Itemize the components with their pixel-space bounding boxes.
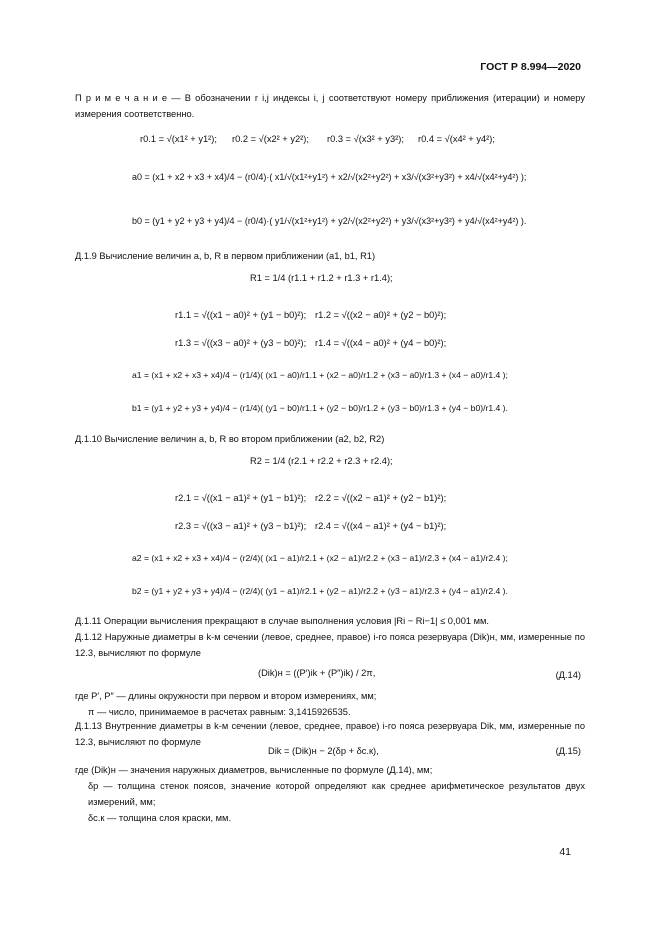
equation-r2-4: r2.4 = √((x4 − a1)² + (y4 − b1)²);: [315, 521, 447, 531]
equation-r02: r0.2 = √(x2² + y2²);: [232, 134, 309, 144]
equation-r1-2: r1.2 = √((x2 − a0)² + (y2 − b0)²);: [315, 310, 447, 320]
pi-definition: π — число, принимаемое в расчетах равным: 3,1415926535.: [88, 707, 351, 717]
equation-r01: r0.1 = √(x1² + y1²);: [140, 134, 217, 144]
paragraph-d1-12: Д.1.12 Наружные диаметры в k-м сечении (левое, среднее, правое) i-го пояса резервуара (Dik)н, мм, измеренные по 12.3, вычисляют по формуле: [75, 632, 585, 658]
paragraph-d1-13: Д.1.13 Внутренние диаметры в k-м сечении (левое, среднее, правое) i-го пояса резервуара Dik, мм, измеренные по 12.3, вычисляют по формуле: [75, 721, 585, 747]
equation-d15: Dik = (Dik)н − 2(δp + δс.к),: [268, 746, 379, 756]
delta-p-definition: δp — толщина стенок поясов, значение которой определяют как среднее арифметическое результатов двух измерений, мм;: [88, 781, 585, 807]
equation-r04: r0.4 = √(x4² + y4²);: [418, 134, 495, 144]
note-text: П р и м е ч а н и е — В обозначении r i,j индексы i, j соответствуют номеру приближения (итерации) и номеру измерения соответственно.: [75, 93, 585, 119]
page-number: 41: [559, 846, 571, 858]
equation-number-d15: (Д.15): [555, 746, 581, 756]
equation-r1-1: r1.1 = √((x1 − a0)² + (y1 − b0)²);: [175, 310, 307, 320]
delta-ck-definition: δс.к — толщина слоя краски, мм.: [88, 813, 232, 823]
equation-r1-4: r1.4 = √((x4 − a0)² + (y4 − b0)²);: [315, 338, 447, 348]
document-header: ГОСТ Р 8.994—2020: [480, 61, 581, 73]
where-d-definitions: где (Dik)н — значения наружных диаметров, вычисленные по формуле (Д.14), мм;: [75, 765, 433, 775]
section-d1-9: Д.1.9 Вычисление величин a, b, R в первом приближении (a1, b1, R1): [75, 251, 376, 261]
equation-number-d14: (Д.14): [555, 670, 581, 680]
equation-d14: (Dik)н = ((P′)ik + (P″)ik) / 2π,: [258, 668, 376, 678]
paragraph-d1-11: Д.1.11 Операции вычисления прекращают в случае выполнения условия |Ri − Ri−1| ≤ 0,001 мм.: [75, 616, 490, 626]
equation-r2-3: r2.3 = √((x3 − a1)² + (y3 − b1)²);: [175, 521, 307, 531]
equation-b0: b0 = (y1 + y2 + y3 + y4)/4 − (r0/4)·( y1/√(x1²+y1²) + y2/√(x2²+y2²) + y3/√(x3²+y3²) + y4/√(x4²+y4²) ).: [132, 216, 527, 226]
section-d1-10: Д.1.10 Вычисление величин a, b, R во втором приближении (a2, b2, R2): [75, 434, 385, 444]
where-p-definitions: где P′, P″ — длины окружности при первом и втором измерениях, мм;: [75, 691, 377, 701]
equation-r2-1: r2.1 = √((x1 − a1)² + (y1 − b1)²);: [175, 493, 307, 503]
equation-a2: a2 = (x1 + x2 + x3 + x4)/4 − (r2/4)( (x1 − a1)/r2.1 + (x2 − a1)/r2.2 + (x3 − a1)/r2.3 + (x4 − a1)/r2.4 );: [132, 553, 508, 563]
equation-b2: b2 = (y1 + y2 + y3 + y4)/4 − (r2/4)( (y1 − a1)/r2.1 + (y2 − a1)/r2.2 + (y3 − a1)/r2.3 + (y4 − a1)/r2.4 ).: [132, 586, 508, 596]
equation-r1-3: r1.3 = √((x3 − a0)² + (y3 − b0)²);: [175, 338, 307, 348]
equation-b1: b1 = (y1 + y2 + y3 + y4)/4 − (r1/4)( (y1 − b0)/r1.1 + (y2 − b0)/r1.2 + (y3 − b0)/r1.3 + (y4 − b0)/r1.4 ).: [132, 403, 508, 413]
equation-a1: a1 = (x1 + x2 + x3 + x4)/4 − (r1/4)( (x1 − a0)/r1.1 + (x2 − a0)/r1.2 + (x3 − a0)/r1.3 + (x4 − a0)/r1.4 );: [132, 370, 508, 380]
equation-r03: r0.3 = √(x3² + y3²);: [327, 134, 404, 144]
equation-r2-2: r2.2 = √((x2 − a1)² + (y2 − b1)²);: [315, 493, 447, 503]
equation-a0: a0 = (x1 + x2 + x3 + x4)/4 − (r0/4)·( x1/√(x1²+y1²) + x2/√(x2²+y2²) + x3/√(x3²+y3²) + x4/√(x4²+y4²) );: [132, 172, 527, 182]
equation-R1: R1 = 1/4 (r1.1 + r1.2 + r1.3 + r1.4);: [250, 273, 393, 283]
equation-R2: R2 = 1/4 (r2.1 + r2.2 + r2.3 + r2.4);: [250, 456, 393, 466]
